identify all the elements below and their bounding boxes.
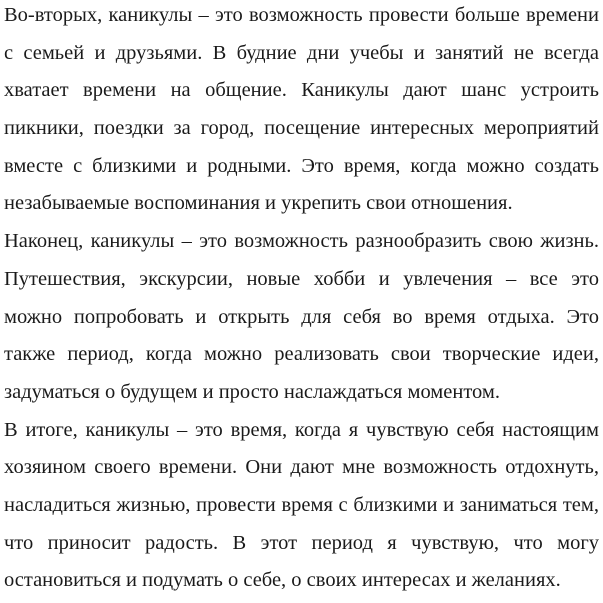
text-line: хватает времени на общение. Каникулы дают шанс устроить — [4, 79, 599, 102]
text-line: что приносит радость. В этот период я чувствую, что могу — [4, 531, 599, 554]
text-line: с семьей и друзьями. В будние дни учебы и занятий не всегда — [4, 41, 599, 64]
text-line: В итоге, каникулы – это время, когда я чувствую себя настоящим — [4, 418, 599, 441]
text-line: задуматься о будущем и просто наслаждаться моментом. — [4, 380, 500, 403]
paragraph-variety — [4, 226, 599, 414]
text-line: остановиться и подумать о себе, о своих интересах и желаниях. — [4, 569, 561, 592]
text-line: Наконец, каникулы – это возможность разнообразить свою жизнь. — [4, 230, 599, 253]
text-line: можно попробовать и открыть для себя во время отдыха. Это — [4, 305, 599, 328]
text-line: незабываемые воспоминания и укрепить свои отношения. — [4, 192, 513, 215]
text-line: Во-вторых, каникулы – это возможность провести больше времени — [4, 4, 599, 26]
paragraph-conclusion — [4, 415, 599, 603]
text-line: насладиться жизнью, провести время с близкими и заниматься тем, — [4, 493, 599, 516]
paragraph-family-time — [4, 0, 599, 226]
text-line: хозяином своего времени. Они дают мне возможность отдохнуть, — [4, 456, 599, 479]
text-line: также период, когда можно реализовать свои творческие идеи, — [4, 343, 599, 366]
text-line: Путешествия, экскурсии, новые хобби и увлечения – все это — [4, 267, 599, 290]
text-line: вместе с близкими и родными. Это время, когда можно создать — [4, 154, 599, 177]
text-line: пикники, поездки за город, посещение интересных мероприятий — [4, 117, 599, 140]
